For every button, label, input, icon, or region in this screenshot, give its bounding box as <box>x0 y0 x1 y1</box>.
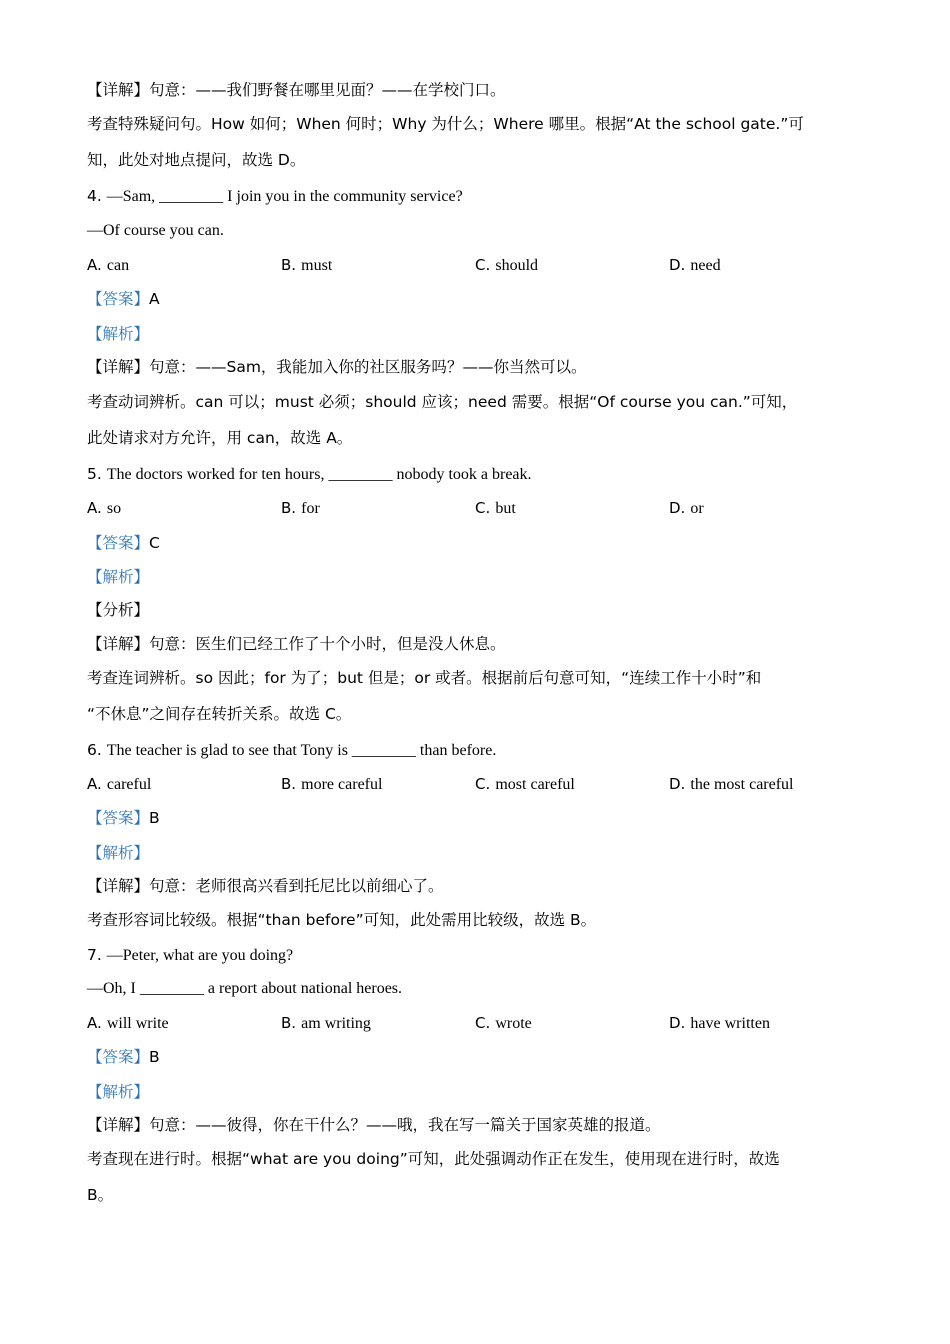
q7-explanation-line2: B。 <box>87 1186 114 1204</box>
q5-explanation-line2: “不休息”之间存在转折关系。故选 C。 <box>87 705 352 723</box>
q5-option-a: A. so <box>87 499 122 517</box>
q6-analysis-tag: 【解析】 <box>87 844 150 862</box>
q5-option-d: D. or <box>669 499 704 517</box>
q6-stem-line1 <box>87 740 496 761</box>
q7-analysis-tag: 【解析】 <box>87 1083 150 1101</box>
q5-option-b: B. for <box>281 499 320 517</box>
q3-explanation-line1: 考查特殊疑问句。How 如何；When 何时；Why 为什么；Where 哪里。根据“At the school gate.”可 <box>87 115 804 133</box>
q6-option-c: C. most careful <box>475 775 575 793</box>
q6-stem-text: The teacher is glad to see that Tony is ________ than before. <box>106 742 497 759</box>
q7-answer-tag: 【答案】 <box>87 1048 150 1066</box>
q6-option-b: B. more careful <box>281 775 383 793</box>
q7-explanation-line1: 考查现在进行时。根据“what are you doing”可知，此处强调动作正在发生，使用现在进行时，故选 <box>87 1150 780 1168</box>
q4-answer <box>87 289 160 309</box>
q5-answer-value: C <box>149 534 160 552</box>
q5-number: 5. <box>87 465 102 483</box>
q5-fenxi-tag: 【分析】 <box>87 601 150 619</box>
q5-stem-text: The doctors worked for ten hours, ________ nobody took a break. <box>106 466 532 483</box>
q4-stem-line2: —Of course you can. <box>87 222 224 239</box>
q4-answer-value: A <box>149 290 160 308</box>
q4-explanation-line1: 考查动词辨析。can 可以；must 必须；should 应该；need 需要。根据“Of course you can.”可知， <box>87 393 798 411</box>
q6-detail: 【详解】句意：老师很高兴看到托尼比以前细心了。 <box>87 877 444 895</box>
q7-number: 7. <box>87 946 102 964</box>
q5-answer <box>87 533 160 553</box>
q6-option-a: A. careful <box>87 775 152 793</box>
q7-stem-text: —Peter, what are you doing? <box>106 947 294 964</box>
q4-detail: 【详解】句意：——Sam，我能加入你的社区服务吗？——你当然可以。 <box>87 358 587 376</box>
q7-option-d: D. have written <box>669 1014 770 1032</box>
q7-detail: 【详解】句意：——彼得，你在干什么？——哦，我在写一篇关于国家英雄的报道。 <box>87 1116 661 1134</box>
q6-answer-value: B <box>149 809 160 827</box>
q4-option-c: C. should <box>475 256 539 274</box>
q4-stem-line1 <box>87 186 463 207</box>
q3-detail: 【详解】句意：——我们野餐在哪里见面？——在学校门口。 <box>87 81 506 99</box>
q7-answer-value: B <box>149 1048 160 1066</box>
q7-stem-line1 <box>87 945 293 966</box>
q6-number: 6. <box>87 741 102 759</box>
q5-analysis-tag: 【解析】 <box>87 568 150 586</box>
q4-option-a: A. can <box>87 256 130 274</box>
q5-detail: 【详解】句意：医生们已经工作了十个小时，但是没人休息。 <box>87 635 506 653</box>
q5-option-c: C. but <box>475 499 516 517</box>
q7-answer <box>87 1047 160 1067</box>
q5-explanation-line1: 考查连词辨析。so 因此；for 为了；but 但是；or 或者。根据前后句意可知，“连续工作十小时”和 <box>87 669 762 687</box>
q3-explanation-line2: 知，此处对地点提问，故选 D。 <box>87 151 306 169</box>
q6-answer-tag: 【答案】 <box>87 809 150 827</box>
q4-explanation-line2: 此处请求对方允许，用 can，故选 A。 <box>87 429 353 447</box>
q7-option-c: C. wrote <box>475 1014 532 1032</box>
q7-stem-line2: —Oh, I ________ a report about national heroes. <box>87 980 403 997</box>
q4-stem-text: —Sam, ________ I join you in the community service? <box>106 188 463 205</box>
q6-option-d: D. the most careful <box>669 775 794 793</box>
q6-explanation-line1: 考查形容词比较级。根据“than before”可知，此处需用比较级，故选 B。 <box>87 911 597 929</box>
q4-answer-tag: 【答案】 <box>87 290 150 308</box>
q7-option-b: B. am writing <box>281 1014 371 1032</box>
q5-stem-line1 <box>87 464 532 485</box>
q4-option-d: D. need <box>669 256 721 274</box>
q5-answer-tag: 【答案】 <box>87 534 150 552</box>
q7-option-a: A. will write <box>87 1014 169 1032</box>
q4-number: 4. <box>87 187 102 205</box>
q4-analysis-tag: 【解析】 <box>87 325 150 343</box>
q4-option-b: B. must <box>281 256 333 274</box>
q6-answer <box>87 808 160 828</box>
